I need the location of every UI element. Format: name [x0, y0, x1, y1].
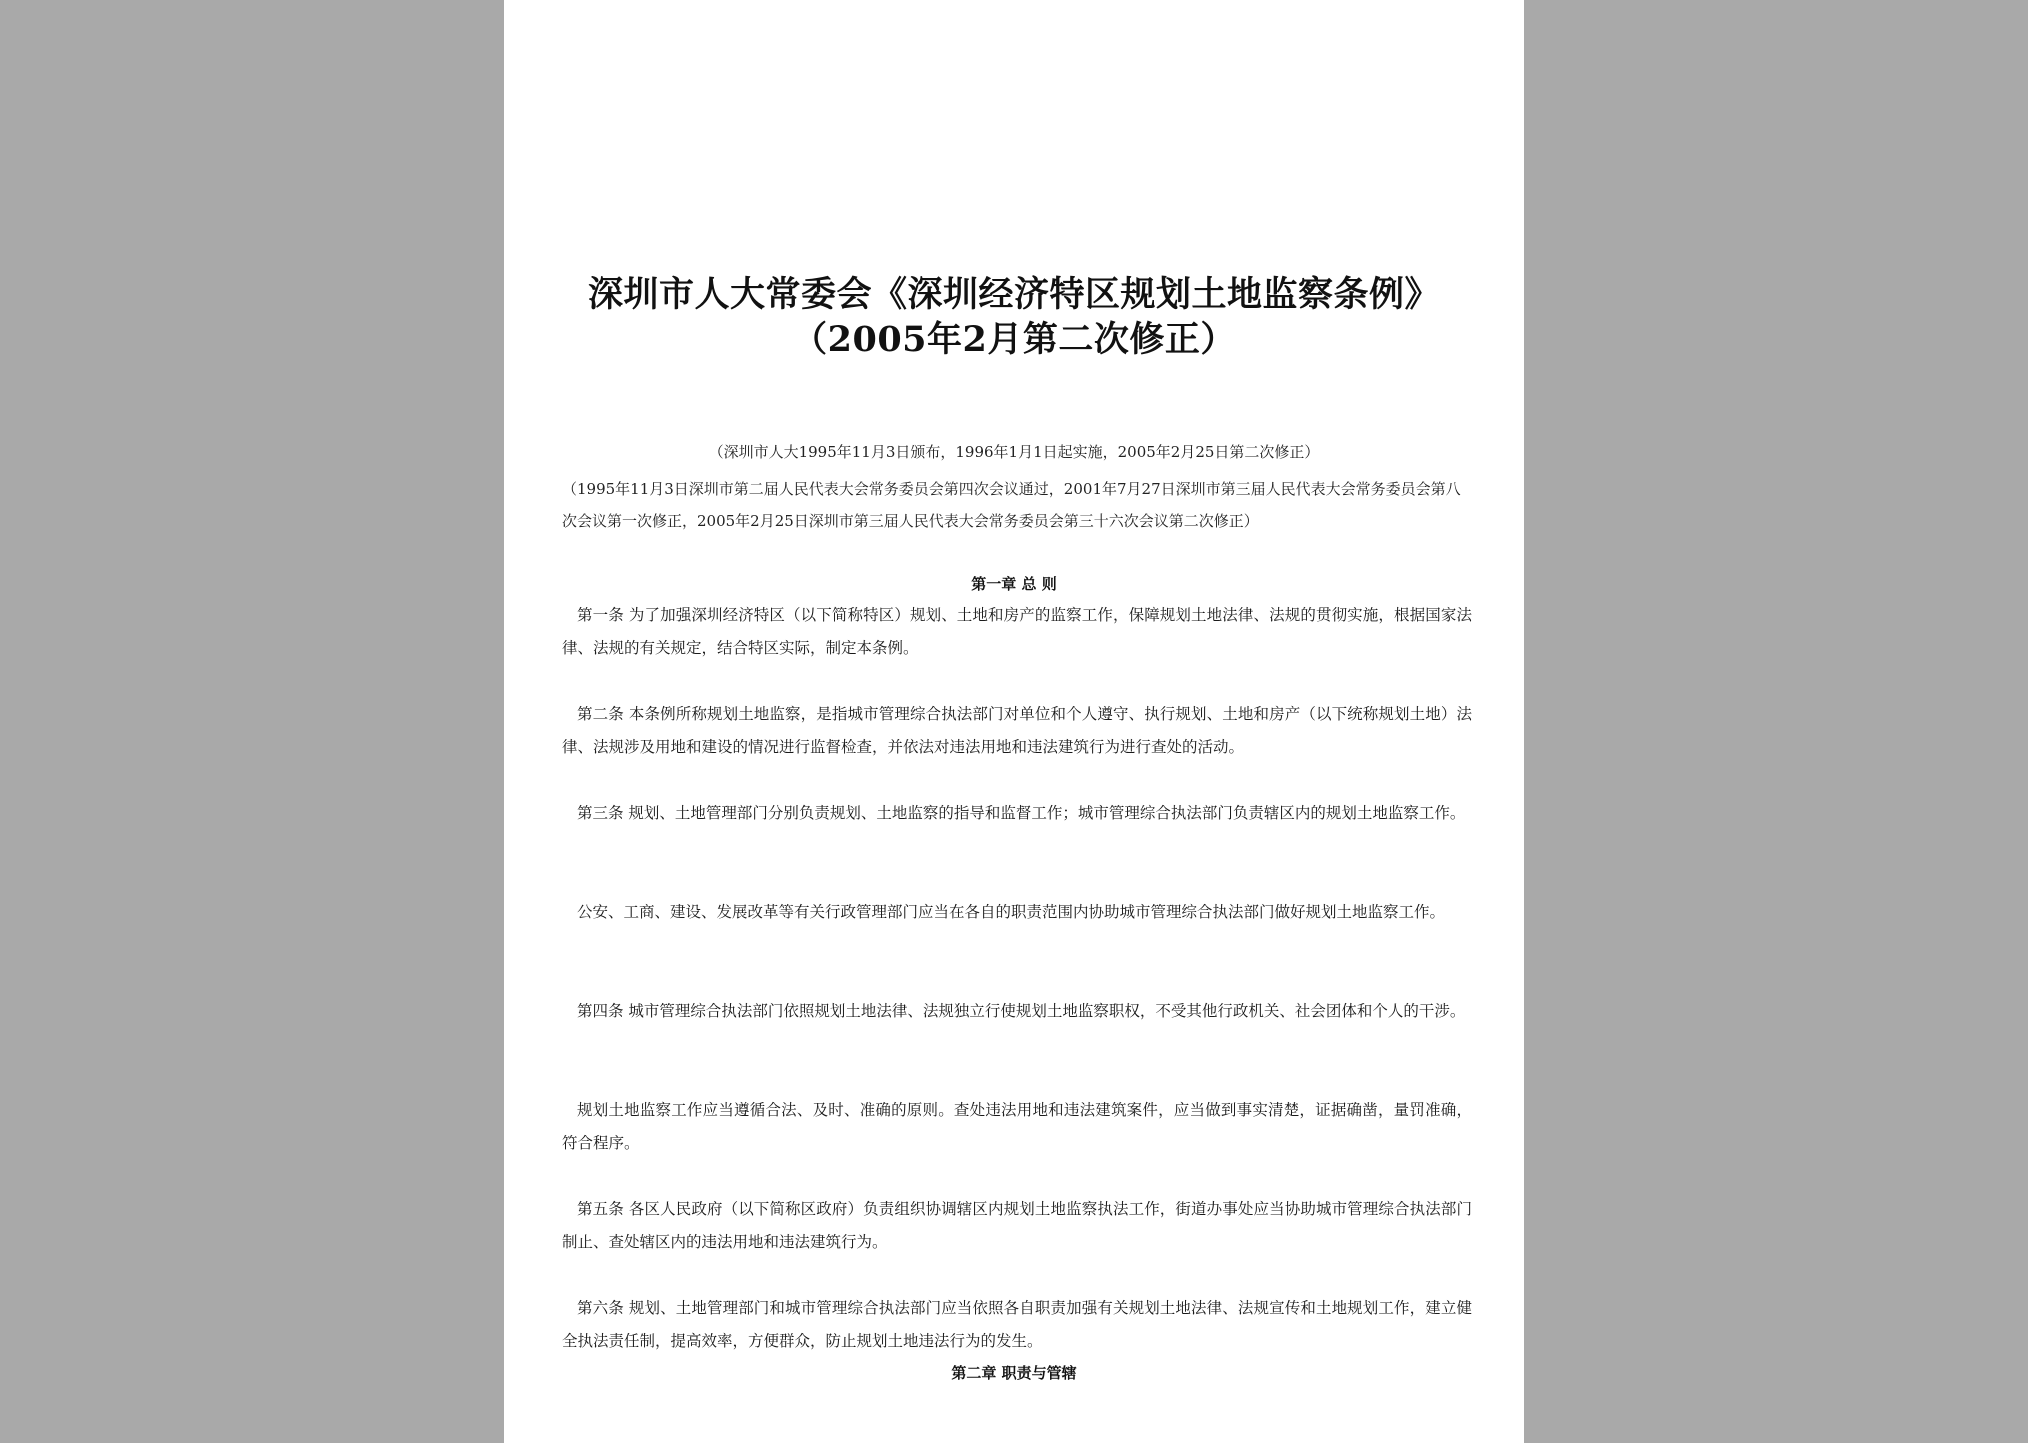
article-paragraph: 规划土地监察工作应当遵循合法、及时、准确的原则。查处违法用地和违法建筑案件，应当做到事实清楚，证据确凿，量罚准确，符合程序。 [562, 1101, 1472, 1152]
amendment-note: （1995年11月3日深圳市第二届人民代表大会常务委员会第四次会议通过，2001年7月27日深圳市第三届人民代表大会常务委员会第八次会议第一次修正，2005年2月25日深圳市第三届人民代表大会常务委员会第三十六次会议第二次修正） [562, 480, 1461, 530]
article-paragraph: 第三条 规划、土地管理部门分别负责规划、土地监察的指导和监督工作；城市管理综合执法部门负责辖区内的规划土地监察工作。 [577, 804, 1466, 822]
promulgation-note: （深圳市人大1995年11月3日颁布，1996年1月1日起实施，2005年2月25日第二次修正） [708, 443, 1320, 461]
article-paragraph: 第五条 各区人民政府（以下简称区政府）负责组织协调辖区内规划土地监察执法工作，街道办事处应当协助城市管理综合执法部门制止、查处辖区内的违法用地和违法建筑行为。 [562, 1200, 1472, 1251]
article-paragraph: 第二条 本条例所称规划土地监察，是指城市管理综合执法部门对单位和个人遵守、执行规划、土地和房产（以下统称规划土地）法律、法规涉及用地和建设的情况进行监督检查，并依法对违法用地和违法建筑行为进行查处的活动。 [562, 705, 1472, 756]
document-subtitle: （2005年2月第二次修正） [792, 319, 1236, 360]
chapter-heading-1: 第一章 总 则 [971, 575, 1057, 593]
document-title: 深圳市人大常委会《深圳经济特区规划土地监察条例》 [587, 274, 1440, 315]
article-paragraph: 第四条 城市管理综合执法部门依照规划土地法律、法规独立行使规划土地监察职权，不受其他行政机关、社会团体和个人的干涉。 [577, 1002, 1466, 1020]
article-paragraph: 公安、工商、建设、发展改革等有关行政管理部门应当在各自的职责范围内协助城市管理综合执法部门做好规划土地监察工作。 [577, 903, 1446, 921]
document-page [504, 0, 1524, 1443]
chapter-heading-2: 第二章 职责与管辖 [951, 1364, 1077, 1382]
article-paragraph: 第一条 为了加强深圳经济特区（以下简称特区）规划、土地和房产的监察工作，保障规划土地法律、法规的贯彻实施，根据国家法律、法规的有关规定，结合特区实际，制定本条例。 [562, 606, 1472, 657]
article-paragraph: 第六条 规划、土地管理部门和城市管理综合执法部门应当依照各自职责加强有关规划土地法律、法规宣传和土地规划工作，建立健全执法责任制，提高效率，方便群众，防止规划土地违法行为的发生。 [562, 1299, 1472, 1350]
